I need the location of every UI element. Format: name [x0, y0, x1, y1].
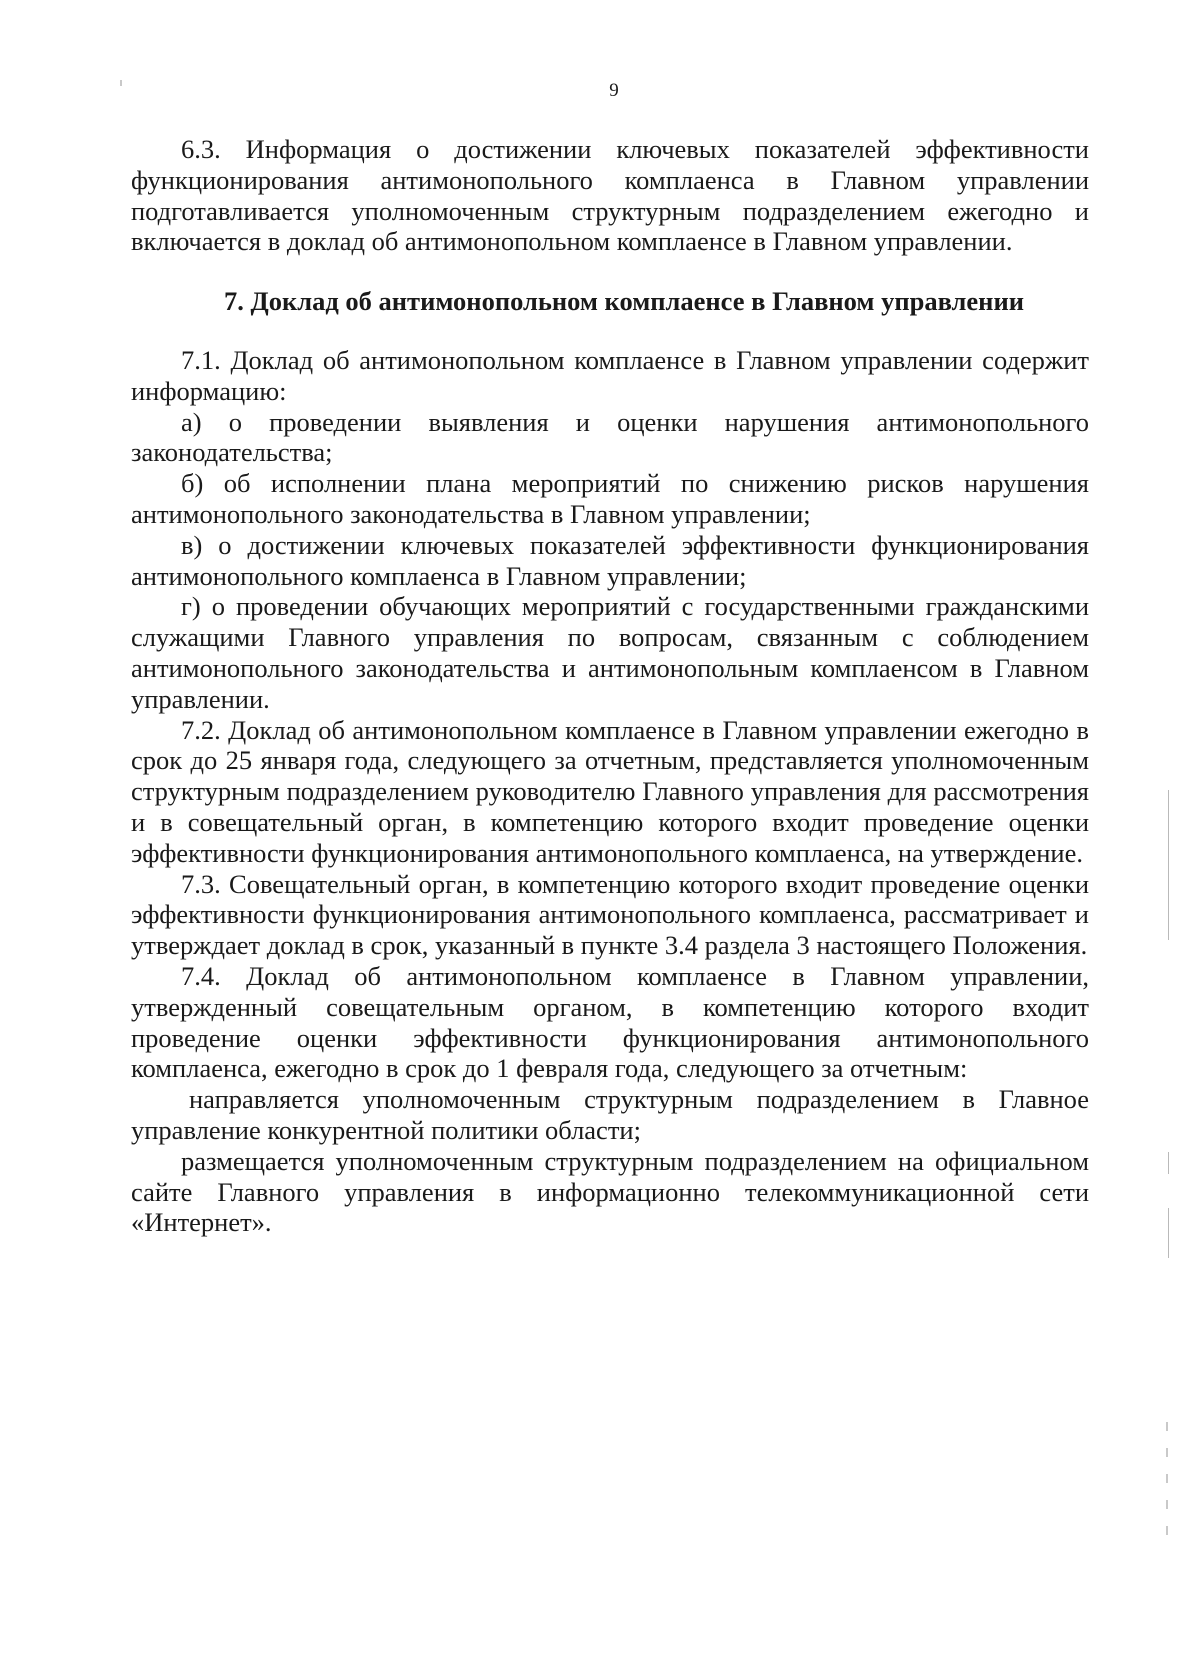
paragraph-6-3: 6.3. Информация о достижении ключевых показателей эффективности функционирования антимонопольного комплаенса в Главном управлении подготавливается уполномоченным структурным подразделением ежегодно и включается в доклад об антимонопольном комплаенсе в Главном управлении. [131, 134, 1089, 257]
paragraph-7-1: 7.1. Доклад об антимонопольном комплаенсе в Главном управлении содержит информацию: [131, 344, 1089, 406]
page-number: 9 [609, 80, 619, 101]
scan-artifact-dot [1166, 1500, 1168, 1509]
paragraph-7-1-g: г) о проведении обучающих мероприятий с государственными гражданскими служащими Главного управления по вопросам, связанным с соблюдением антимонопольного законодательства и антимонопольным комплаенсом в Главном управлении. [131, 591, 1089, 714]
paragraph-7-4-item-1: направляется уполномоченным структурным подразделением в Главное управление конкурентной политики области; [131, 1084, 1089, 1145]
scan-artifact-dot [1166, 1474, 1168, 1483]
document-body [131, 134, 1089, 1238]
scan-artifact-dot [120, 80, 122, 86]
scan-artifact-line [1168, 790, 1169, 940]
scan-artifact-dot [1166, 1526, 1168, 1535]
paragraph-7-1-v: в) о достижении ключевых показателей эффективности функционирования антимонопольного комплаенса в Главном управлении; [131, 529, 1089, 591]
scan-artifact-line [1168, 1208, 1169, 1258]
section-heading-7: 7. Доклад об антимонопольном комплаенсе в Главном управлении [224, 286, 1024, 317]
paragraph-7-4: 7.4. Доклад об антимонопольном комплаенсе в Главном управлении, утвержденный совещательным органом, в компетенцию которого входит проведение оценки эффективности функционирования антимонопольного комплаенса, ежегодно в срок до 1 февраля года, следующего за отчетным: [131, 960, 1089, 1084]
scan-artifact-dot [1166, 1422, 1168, 1431]
paragraph-7-1-a: а) о проведении выявления и оценки нарушения антимонопольного законодательства; [131, 406, 1089, 468]
scan-artifact-line [1168, 1152, 1169, 1174]
paragraph-7-2: 7.2. Доклад об антимонопольном комплаенсе в Главном управлении ежегодно в срок до 25 января года, следующего за отчетным, представляется уполномоченным структурным подразделением руководителю Главного управления для рассмотрения и в совещательный орган, в компетенцию которого входит проведение оценки эффективности функционирования антимонопольного комплаенса, на утверждение. [131, 714, 1089, 868]
scan-artifact-dot [1166, 1448, 1168, 1457]
paragraph-7-4-item-2: размещается уполномоченным структурным подразделением на официальном сайте Главного управления в информационно телекоммуникационной сети «Интернет». [131, 1145, 1089, 1238]
paragraph-7-3: 7.3. Совещательный орган, в компетенцию которого входит проведение оценки эффективности функционирования антимонопольного комплаенса, рассматривает и утверждает доклад в срок, указанный в пункте 3.4 раздела 3 настоящего Положения. [131, 868, 1089, 961]
paragraph-7-1-b: б) об исполнении плана мероприятий по снижению рисков нарушения антимонопольного законодательства в Главном управлении; [131, 468, 1089, 529]
